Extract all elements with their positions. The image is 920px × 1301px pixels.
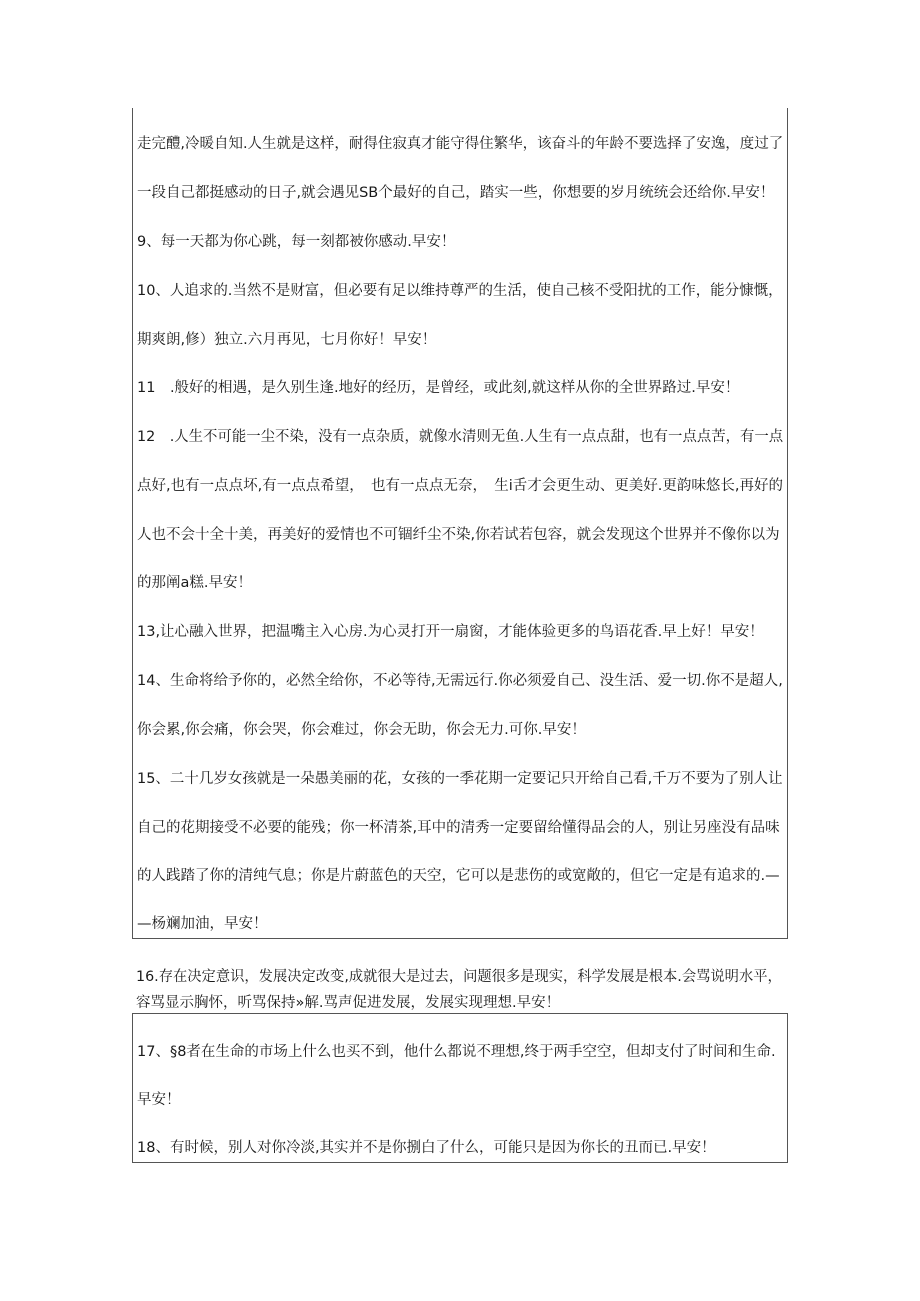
text-line: 12 .人生不可能一尘不染，没有一点杂质，就像水清则无鱼.人生有一点点甜，也有一点点苦，有一点	[137, 429, 784, 445]
text-line: 16.存在决定意识，发展决定改变,成就很大是过去，问题很多是现实，科学发展是根本.会骂说明水平，	[136, 969, 782, 985]
text-line: 15、二十几岁女孩就是一朵愚美丽的花，女孩的一季花期一定要记只开给自己看,千万不要为了别人让	[137, 771, 783, 787]
text-line: 18、有时候，别人对你冷淡,其实并不是你捌白了什么，可能只是因为你长的丑而已.早安！	[137, 1140, 716, 1156]
text-line: 的人践踏了你的清纯气息；你是片蔚蓝色的天空，它可以是悲伤的或宽敞的，但它一定是有追求的.—	[137, 868, 780, 884]
text-box-2	[132, 1013, 788, 1163]
text-line: 自己的花期接受不必要的能残；你一杯清茶,耳中的清秀一定要留给懂得品会的人，别让另座没有品味	[137, 820, 780, 836]
text-line: 11 .般好的相遇，是久别生逢.地好的经历，是曾经，或此刻,就这样从你的全世界路过.早安！	[137, 380, 740, 396]
text-line: 一段自己都挺感动的日子,就会遇见SB个最好的自己，踏实一些，你想要的岁月统统会还给你.早安！	[137, 185, 775, 201]
text-line: 容骂显示胸怀，听骂保持»解.骂声促进发展，发展实现理想.早安！	[136, 995, 561, 1011]
text-line: 10、人追求的.当然不是财富，但必要有足以维持尊严的生活，使自己核不受阳扰的工作，能分慷慨，	[137, 283, 783, 299]
text-line: 早安！	[137, 1092, 181, 1108]
text-line: 的那阐a糕.早安！	[137, 575, 252, 591]
text-line: 人也不会十全十美，再美好的爱情也不可锢纤尘不染,你若试若包容，就会发现这个世界并不像你以为	[137, 527, 780, 543]
text-line: 17、§8者在生命的市场上什么也买不到，他什么都说不理想,终于两手空空，但却支付了时间和生命.	[137, 1044, 776, 1060]
text-line: —杨斓加油，早安！	[137, 916, 268, 932]
text-line: 期爽朗,修）独立.六月再见，七月你好！早安！	[137, 332, 437, 348]
text-line: 走完醴,冷暖自知.人生就是这样，耐得住寂真才能守得住繁华，该奋斗的年龄不要选择了安逸，度过了	[137, 136, 784, 152]
text-line: 9、每一天都为你心跳，每一刻都被你感动.早安！	[137, 234, 456, 250]
text-line: 13,让心融入世界，把温嘴主入心房.为心灵打开一扇窗，才能体验更多的鸟语花香.早上好！早安！	[137, 624, 764, 640]
text-line: 你会累,你会痛，你会哭，你会难过，你会无助，你会无力.可你.早安！	[137, 722, 586, 738]
text-box-1	[132, 108, 788, 939]
text-line: 点好,也有一点点坏,有一点点希望， 也有一点点无奈， 生i舌才会更生动、更美好.更韵味悠长,再好的	[137, 478, 783, 494]
text-line: 14、生命将给予你的，必然全给你，不必等待,无需远行.你必须爱自己、没生活、爱一切.你不是超人,	[137, 673, 783, 689]
